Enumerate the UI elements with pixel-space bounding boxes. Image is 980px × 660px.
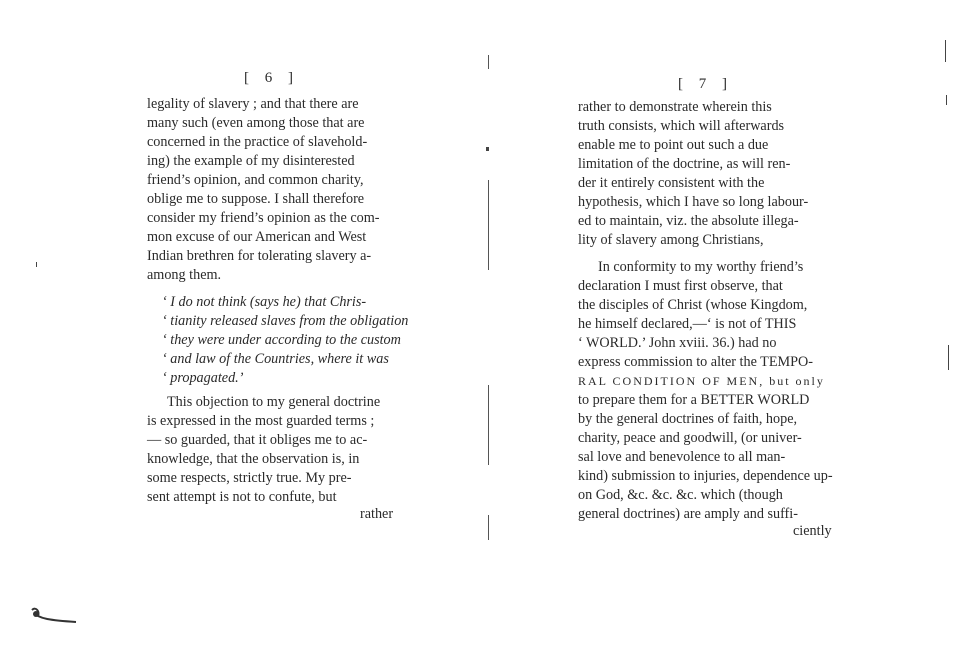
quote-line: ‘ and law of the Countries, where it was xyxy=(162,351,389,367)
text-line: hypothesis, which I have so long labour- xyxy=(578,194,809,210)
text-line: friend’s opinion, and common charity, xyxy=(147,172,364,188)
text-line: many such (even among those that are xyxy=(147,115,365,131)
text-line: lity of slavery among Christians, xyxy=(578,232,764,248)
ink-speck xyxy=(946,95,947,105)
text-line: mon excuse of our American and West xyxy=(147,229,367,245)
text-line: sent attempt is not to confute, but xyxy=(147,489,337,505)
ink-speck xyxy=(948,345,949,370)
text-line: consider my friend’s opinion as the com- xyxy=(147,210,380,226)
text-line: express commission to alter the TEMPO- xyxy=(578,354,813,370)
text-line: der it entirely consistent with the xyxy=(578,175,765,191)
text-line: RAL CONDITION OF MEN, but only xyxy=(578,374,825,388)
scan-artifact-icon xyxy=(28,604,78,630)
text-line: sal love and benevolence to all man- xyxy=(578,449,786,465)
text-line: among them. xyxy=(147,267,222,283)
catchword: ciently xyxy=(793,523,832,539)
page-gutter xyxy=(488,55,489,69)
text-line: limitation of the doctrine, as will ren- xyxy=(578,156,791,172)
text-line: general doctrines) are amply and suffi- xyxy=(578,506,798,522)
text-line: on God, &c. &c. &c. which (though xyxy=(578,487,783,503)
ink-speck xyxy=(486,147,489,151)
text-line: kind) submission to injuries, dependence up- xyxy=(578,468,833,484)
text-line: Indian brethren for tolerating slavery a- xyxy=(147,248,372,264)
page-number-left: [ 6 ] xyxy=(244,70,299,86)
text-line: by the general doctrines of faith, hope, xyxy=(578,411,798,427)
page-gutter xyxy=(488,180,489,270)
text-line: some respects, strictly true. My pre- xyxy=(147,470,352,486)
quote-line: ‘ they were under according to the custom xyxy=(162,332,401,348)
text-line: declaration I must first observe, that xyxy=(578,278,783,294)
catchword: rather xyxy=(360,506,394,522)
text-line: oblige me to suppose. I shall therefore xyxy=(147,191,365,207)
text-line: truth consists, which will afterwards xyxy=(578,118,785,134)
text-line: In conformity to my worthy friend’s xyxy=(598,259,804,275)
quote-line: ‘ propagated.’ xyxy=(162,370,244,386)
page-gutter xyxy=(488,385,489,465)
text-line: — so guarded, that it obliges me to ac- xyxy=(147,432,368,448)
text-line: is expressed in the most guarded terms ; xyxy=(147,413,375,429)
text-line: legality of slavery ; and that there are xyxy=(147,96,359,112)
ink-speck xyxy=(945,40,946,62)
text-line: to prepare them for a BETTER WORLD xyxy=(578,392,810,408)
text-line: he himself declared,—‘ is not of THIS xyxy=(578,316,797,332)
text-line: ‘ WORLD.’ John xviii. 36.) had no xyxy=(578,335,777,351)
text-line: ed to maintain, viz. the absolute illega- xyxy=(578,213,799,229)
text-line: the disciples of Christ (whose Kingdom, xyxy=(578,297,808,313)
ink-speck xyxy=(36,262,37,267)
quote-line: ‘ tianity released slaves from the obligation xyxy=(162,313,409,329)
text-line: ing) the example of my disinterested xyxy=(147,153,355,169)
quote-line: ‘ I do not think (says he) that Chris- xyxy=(162,294,367,310)
page-number-right: [ 7 ] xyxy=(678,76,733,92)
text-line: knowledge, that the observation is, in xyxy=(147,451,360,467)
text-line: This objection to my general doctrine xyxy=(167,394,381,410)
text-line: rather to demonstrate wherein this xyxy=(578,99,772,115)
text-line: concerned in the practice of slavehold- xyxy=(147,134,368,150)
text-line: charity, peace and goodwill, (or univer- xyxy=(578,430,802,446)
page-gutter xyxy=(488,515,489,540)
text-line: enable me to point out such a due xyxy=(578,137,769,153)
